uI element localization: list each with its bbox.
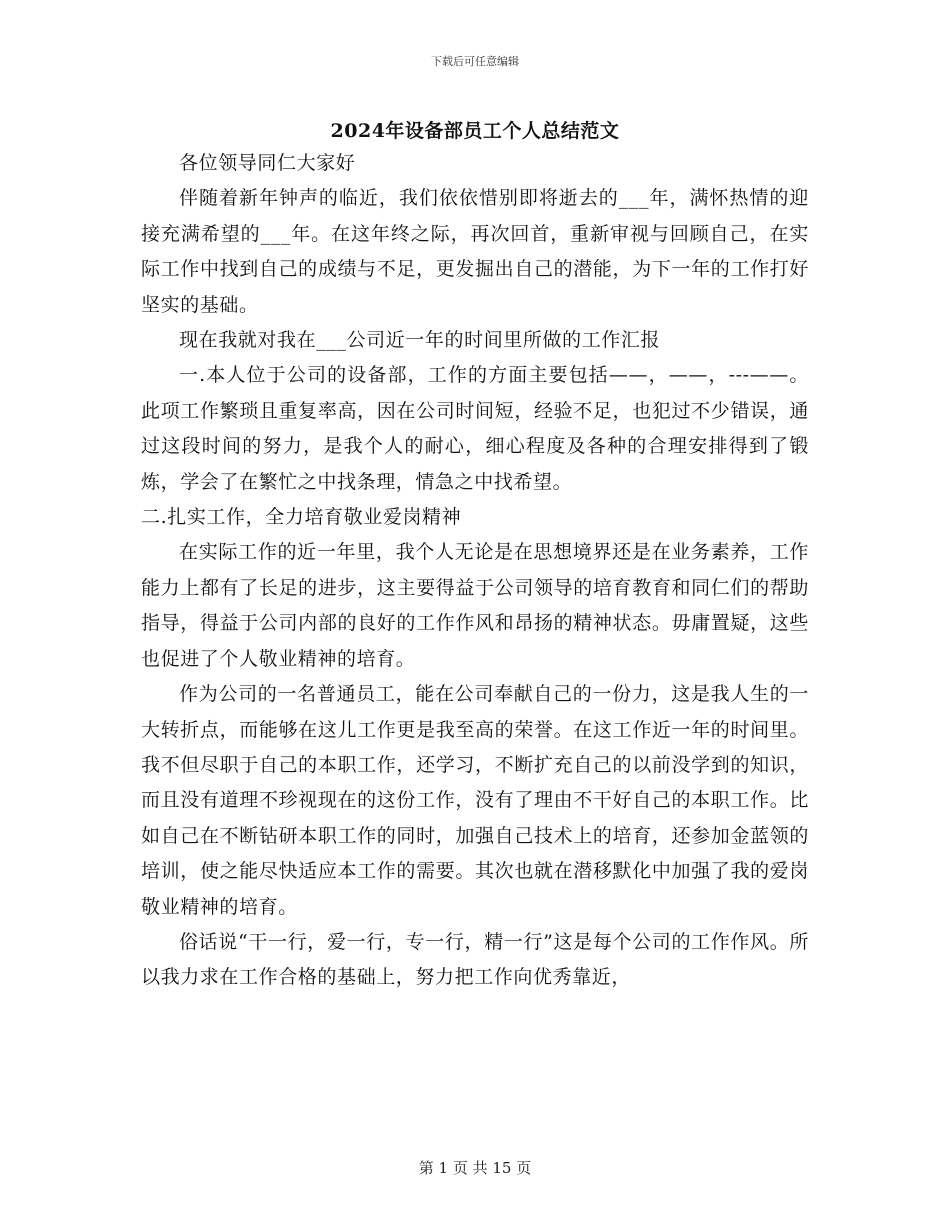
body-paragraph: 作为公司的一名普通员工，能在公司奉献自己的一份力，这是我人生的一大转折点，而能够在这儿工作更是我至高的荣誉。在这工作近一年的时间里。我不但尽职于自己的本职工作，还学习，不断扩充自己的以前没学到的知识，而且没有道理不珍视现在的这份工作，没有了理由不干好自己的本职工作。比如自己在不断钻研本职工作的同时，加强自己技术上的培育，还参加金蓝领的培训，使之能尽快适应本工作的需要。其次也就在潜移默化中加强了我的爱岗敬业精神的培育。 (141, 683, 809, 918)
document-title: 2024年设备部员工个人总结范文 (330, 120, 620, 142)
body-paragraph: 俗话说“干一行，爱一行，专一行，精一行”这是每个公司的工作作风。所以我力求在工作合格的基础上，努力把工作向优秀靠近， (141, 930, 809, 989)
report-intro-paragraph: 现在我就对我在___公司近一年的时间里所做的工作汇报 (179, 329, 661, 352)
body-paragraph: 在实际工作的近一年里，我个人无论是在思想境界还是在业务素养，工作能力上都有了长足的进步，这主要得益于公司领导的培育教育和同仁们的帮助指导，得益于公司内部的良好的工作作风和昂扬的精神状态。毋庸置疑，这些也促进了个人敬业精神的培育。 (141, 541, 809, 670)
section-one-paragraph: 一.本人位于公司的设备部，工作的方面主要包括——，——，---——。此项工作繁琐且重复率高，因在公司时间短，经验不足，也犯过不少错误，通过这段时间的努力，是我个人的耐心，细心程度及各种的合理安排得到了锻炼，学会了在繁忙之中找条理，情急之中找希望。 (141, 364, 809, 493)
greeting-paragraph: 各位领导同仁大家好 (179, 152, 356, 174)
page-number: 第 1 页 共 15 页 (418, 1159, 532, 1177)
section-two-heading: 二.扎实工作，全力培育敬业爱岗精神 (141, 506, 462, 529)
document-body (141, 146, 809, 996)
page-header-note: 下载后可任意编辑 (431, 55, 519, 68)
intro-paragraph: 伴随着新年钟声的临近，我们依依惜别即将逝去的___年，满怀热情的迎接充满希望的___年。在这年终之际，再次回首，重新审视与回顾自己，在实际工作中找到自己的成绩与不足，更发掘出自己的潜能，为下一年的工作打好坚实的基础。 (141, 187, 809, 316)
